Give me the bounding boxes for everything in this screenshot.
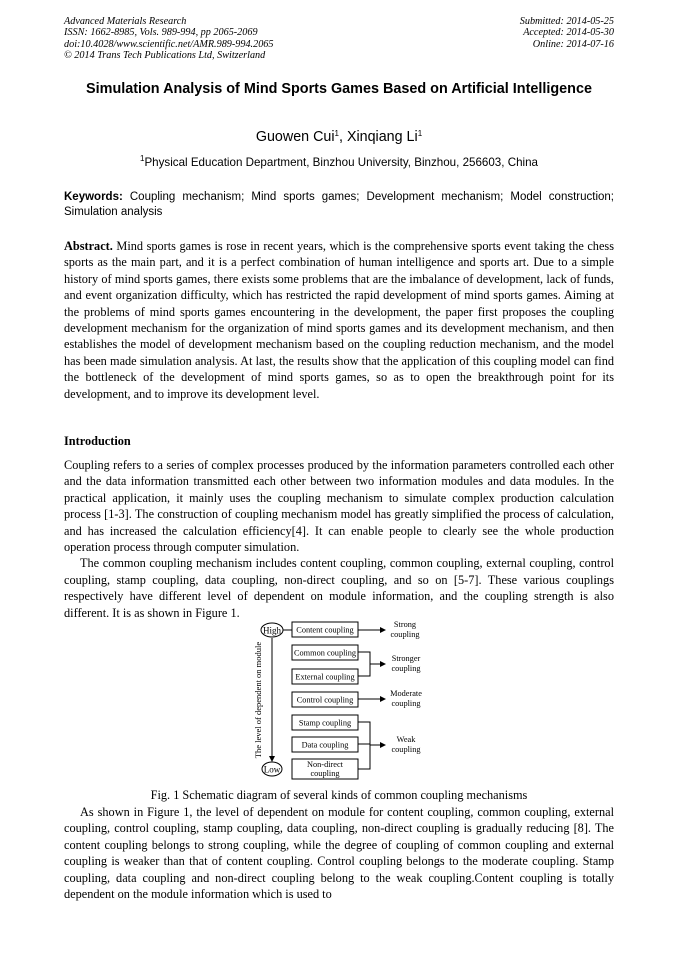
accepted-date: Accepted: 2014-05-30: [523, 27, 614, 39]
paragraph: As shown in Figure 1, the level of dependent on module for content coupling, common coupling, external coupling, control coupling, stamp coupling, data coupling, non-direct coupling is gradually reducing [8]. The content coupling belongs to strong coupling, while the degree of coupling of common coupling and external coupling is weaker than that of content coupling. Control coupling belongs to the moderate coupling. Stamp coupling, data coupling and non-direct coupling belong to the weak coupling.Content coupling is totally dependent on the module information which is used to: [64, 805, 614, 902]
stronger-coupling-label: Stronger coupling: [391, 654, 421, 673]
post-figure-body: [64, 804, 614, 902]
figure-caption: Fig. 1 Schematic diagram of several kinds of common coupling mechanisms: [150, 788, 528, 802]
abstract-label: Abstract.: [64, 239, 113, 253]
abstract: [64, 238, 614, 402]
journal-copyright: © 2014 Trans Tech Publications Ltd, Switzerland: [64, 50, 266, 62]
keywords: [64, 190, 614, 219]
box-label: Control coupling: [296, 695, 354, 705]
box-label: Content coupling: [296, 625, 354, 635]
affiliation-text: Physical Education Department, Binzhou University, Binzhou, 256603, China: [144, 156, 538, 169]
box-label: Data coupling: [301, 740, 349, 750]
affiliation: [64, 155, 614, 171]
stronger-bracket: [358, 652, 370, 676]
keywords-label: Keywords:: [64, 191, 123, 203]
box-label: Common coupling: [294, 648, 356, 658]
paragraph: Coupling refers to a series of complex processes produced by the information parameters controlled each other and the data information transmitted each other between two information modules and data modules. In the practical application, it mainly uses the coupling mechanism to simulate complex production calculation process [1-3]. The construction of coupling mechanism model has greatly simplified the process of calculation, and has increased the calculation efficiency[4]. It can enable people to clearly see the whole production operation process through computer simulation.: [64, 458, 614, 555]
section-heading-introduction: Introduction: [64, 434, 131, 448]
abstract-text: Mind sports games is rose in recent years, which is the comprehensive sports event taking the chess sports as the main part, and it is a perfect combination of human intelligence and sports art. Due to a simple history of mind sports games, there exists some problems that are the imbalance of development, lack of funds, and event organization difficulty, which has restricted the rapid development of mind sports games. Aiming at the problems of mind sports games encountering in the development, the paper first proposes the coupling development mechanism for the organization of mind sports games and its development mechanism, and then establishes the model of development mechanism based on the coupling reduction mechanism, and the model has been made simulation analysis. At last, the results show that the application of this coupling model can find the bottleneck of the development of mind sports games, so as to open the breakthrough point for its development, and to improve its development level.: [64, 239, 614, 401]
introduction-body: [64, 457, 614, 621]
box-label: External coupling: [295, 672, 355, 682]
affiliation-mark: 1: [139, 154, 145, 163]
submitted-date: Submitted: 2014-05-25: [519, 16, 614, 27]
author-name: Xinqiang Li: [346, 129, 418, 145]
keywords-text: Coupling mechanism; Mind sports games; Development mechanism; Model construction; Simulation analysis: [64, 191, 615, 218]
journal-issn: ISSN: 1662-8985, Vols. 989-994, pp 2065-2069: [64, 27, 258, 39]
box-label: Stamp coupling: [298, 718, 352, 728]
journal-name: Advanced Materials Research: [64, 16, 187, 27]
paragraph: The common coupling mechanism includes content coupling, common coupling, external coupling, control coupling, stamp coupling, data coupling, non-direct coupling, and so on [5-7]. These various couplings respectively have different level of dependent on module information, and the coupling strength is also different. It is as shown in Figure 1.: [64, 556, 614, 620]
online-date: Online: 2014-07-16: [532, 38, 614, 50]
high-label: High: [263, 625, 281, 636]
author-list: [64, 128, 614, 146]
journal-header: [64, 16, 273, 62]
axis-label: The level of dependent on module: [253, 641, 263, 759]
dates-header: [520, 16, 614, 50]
weak-coupling-label: Weak coupling: [391, 735, 421, 754]
author-affil-mark: 1: [334, 129, 339, 138]
author-separator: ,: [338, 129, 347, 145]
coupling-diagram: [250, 618, 440, 783]
weak-bracket: [358, 722, 370, 769]
box-label: Non-direct coupling: [307, 760, 343, 778]
author-name: Guowen Cui: [255, 129, 335, 145]
journal-doi: doi:10.4028/www.scientific.net/AMR.989-994.2065: [64, 38, 274, 50]
low-label: Low: [263, 764, 281, 775]
author-affil-mark: 1: [417, 129, 423, 138]
paper-title: Simulation Analysis of Mind Sports Games Based on Artificial Intelligence: [86, 81, 592, 97]
moderate-coupling-label: Moderate coupling: [390, 689, 422, 708]
strong-coupling-label: Strong coupling: [390, 620, 420, 639]
